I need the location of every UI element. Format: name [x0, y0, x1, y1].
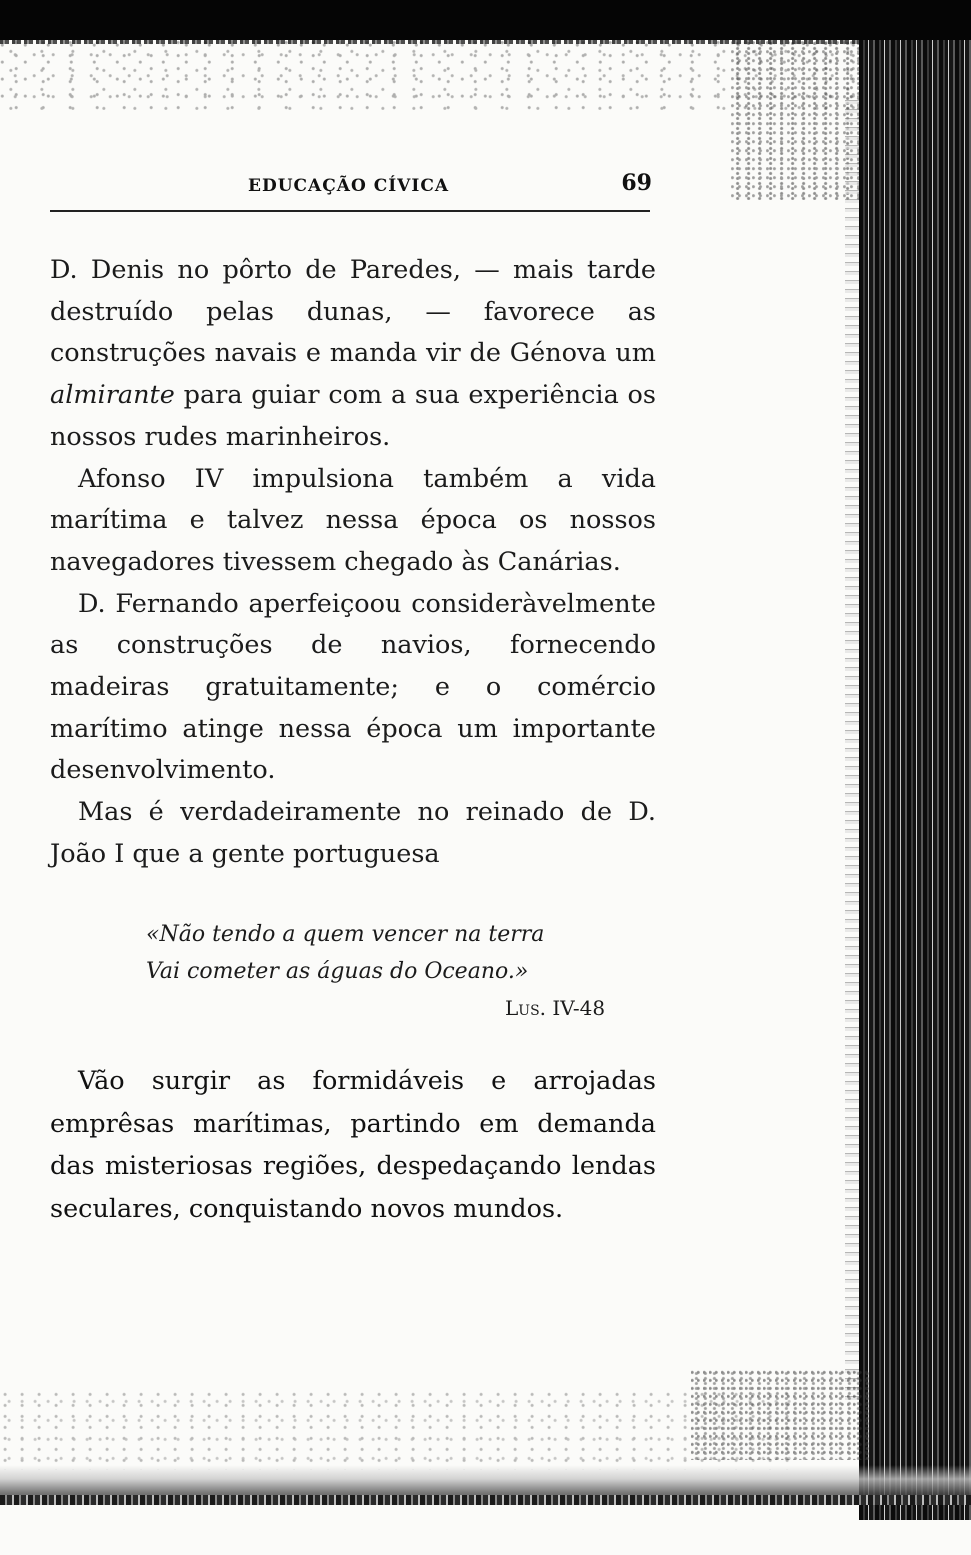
- running-title: EDUCAÇÃO CÍVICA: [248, 176, 450, 196]
- header-rule: [50, 210, 650, 212]
- scan-top-border: [0, 0, 971, 40]
- paragraph-closing: Vão surgir as formidáveis e arrojadas emprêsas marítimas, partindo em demanda das misteriosas regiões, despedaçando lendas seculares, conquistando novos mundos.: [50, 1066, 656, 1224]
- paragraph-fernando: D. Fernando aperfeiçoou consideràvelmente as construções de navios, fornecendo madeiras gratuitamente; e o comércio marítimo atinge nessa época um importante desenvolvimento.: [50, 588, 656, 786]
- paragraph-joao: Mas é verdadeiramente no reinado de D. João I que a gente portuguesa: [50, 797, 656, 869]
- verse-line-1: «Não tendo a quem vencer na terra: [146, 922, 545, 947]
- paragraph-denis: [50, 250, 656, 459]
- verse-citation: Lus. IV-48: [505, 996, 606, 1020]
- paragraph-denis-italic: almirante: [50, 380, 175, 411]
- paragraph-denis-text-end: para guiar com a sua experiência os nossos rudes marinheiros.: [50, 380, 656, 452]
- page-header: [50, 170, 656, 204]
- body-text: [50, 250, 656, 876]
- verse-line-2: Vai cometer as águas do Oceano.»: [146, 959, 529, 984]
- scan-bottom-edge: [0, 1495, 971, 1505]
- page-number: 69: [621, 170, 652, 196]
- paragraph-denis-text: D. Denis no pôrto de Paredes, — mais tarde destruído pelas dunas, — favorece as construções navais e manda vir de Génova um: [50, 255, 656, 369]
- verse-quote: [146, 916, 626, 990]
- closing-text: [50, 1060, 656, 1230]
- paragraph-afonso: Afonso IV impulsiona também a vida marítima e talvez nessa época os nossos navegadores tivessem chegado às Canárias.: [50, 463, 656, 577]
- scan-noise-bottom: [0, 1390, 800, 1470]
- scan-binding-shadow: [845, 100, 859, 1400]
- scan-book-binding: [859, 40, 971, 1520]
